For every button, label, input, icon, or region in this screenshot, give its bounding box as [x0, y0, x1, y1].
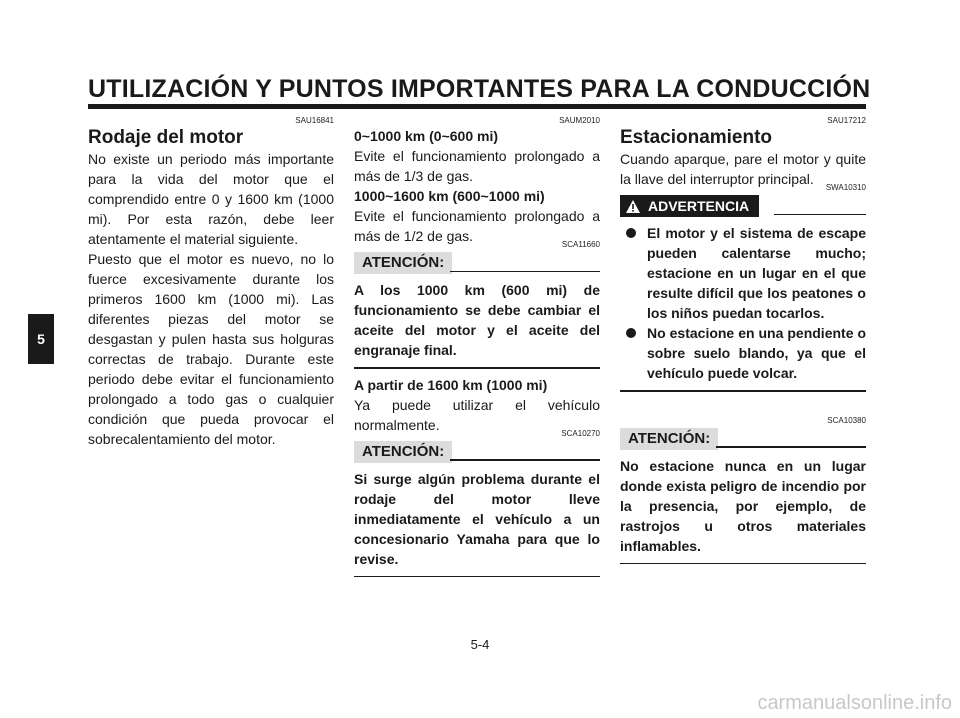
notice-label: ATENCIÓN: [354, 441, 452, 463]
warning-label-text: ADVERTENCIA [648, 198, 750, 214]
notice-label: ATENCIÓN: [620, 428, 718, 450]
warning-list [620, 223, 866, 383]
list-item: No estacione en una pendiente o sobre suelo blando, ya que el vehículo puede volcar. [620, 323, 866, 383]
notice-text: Si surge algún problema durante el rodaje del motor lleve inmediatamente el vehículo a un concesionario Yamaha para que lo revise. [354, 470, 600, 567]
list-item: El motor y el sistema de escape pueden calentarse mucho; estacione en un lugar en el que resulte difícil que los peatones o los niños puedan tocarlos. [620, 223, 866, 323]
notice-rule [450, 459, 600, 461]
paragraph: Evite el funcionamiento prolongado a más de 1/3 de gas. [354, 148, 600, 184]
paragraph: No existe un periodo más importante para la vida del motor que el comprendido entre 0 y 1600 km (1000 mi). Por esta razón, debe leer atentamente el material siguiente. [88, 151, 334, 247]
section-heading: Estacionamiento [620, 127, 773, 148]
section-code: SAU17212 [827, 116, 866, 125]
notice-end-rule [354, 367, 600, 369]
warning-label [620, 195, 759, 217]
subheading: 0~1000 km (0~600 mi) [354, 128, 498, 144]
paragraph: Cuando aparque, pare el motor y quite la llave del interruptor principal. [620, 151, 866, 187]
subheading: 1000~1600 km (600~1000 mi) [354, 188, 545, 204]
notice-code: SCA10270 [561, 428, 600, 438]
section-heading: Rodaje del motor [88, 127, 244, 148]
notice-label: ATENCIÓN: [354, 252, 452, 274]
paragraph: Puesto que el motor es nuevo, no lo fuerce excesivamente durante los primeros 1600 km (1000 mi). Las diferentes piezas del motor se desgastan y pulen hasta sus holguras correctas de trabajo. Durante este periodo debe evitar el funcionamiento prolongado a todo gas o cualquier condición que pueda provocar el sobrecalentamiento del motor. [88, 251, 334, 447]
warning-code: SWA10310 [825, 183, 866, 192]
page-number: 5-4 [470, 637, 490, 652]
column-break-in-stages [354, 108, 600, 577]
paragraph: Evite el funcionamiento prolongado a más de 1/2 de gas. [354, 208, 600, 244]
warning-header [620, 195, 866, 217]
warning-end-rule [620, 390, 866, 392]
section-code: SAU16841 [295, 116, 334, 125]
chapter-title: UTILIZACIÓN Y PUNTOS IMPORTANTES PARA LA CONDUCCIÓN [88, 75, 871, 103]
notice-text: A los 1000 km (600 mi) de funcionamiento se debe cambiar el aceite del motor y el aceite del engranaje final. [354, 282, 600, 358]
watermark: carmanualsonline.info [757, 692, 952, 714]
notice-code: SCA11660 [561, 240, 600, 249]
warning-rule [774, 214, 866, 216]
paragraph: Ya puede utilizar el vehículo normalmente. [354, 396, 600, 433]
warning-triangle-icon [626, 200, 640, 213]
notice-text: No estacione nunca en un lugar donde exista peligro de incendio por la presencia, por ejemplo, de rastrojos u otros materiales inflamables. [620, 457, 866, 554]
notice-end-rule [620, 563, 866, 565]
chapter-tab: 5 [28, 314, 54, 364]
subheading: A partir de 1600 km (1000 mi) [354, 376, 548, 393]
column-engine-break-in [88, 108, 334, 449]
notice-end-rule [354, 576, 600, 578]
notice-header [620, 428, 866, 450]
notice-header [354, 441, 600, 463]
notice-rule [716, 446, 866, 448]
section-code: SAUM2010 [559, 116, 600, 125]
notice-code: SCA10380 [827, 415, 866, 425]
column-parking [620, 108, 866, 564]
notice-header [354, 252, 600, 274]
bullet-icon [626, 328, 636, 338]
bullet-icon [626, 228, 636, 238]
notice-rule [450, 271, 600, 273]
